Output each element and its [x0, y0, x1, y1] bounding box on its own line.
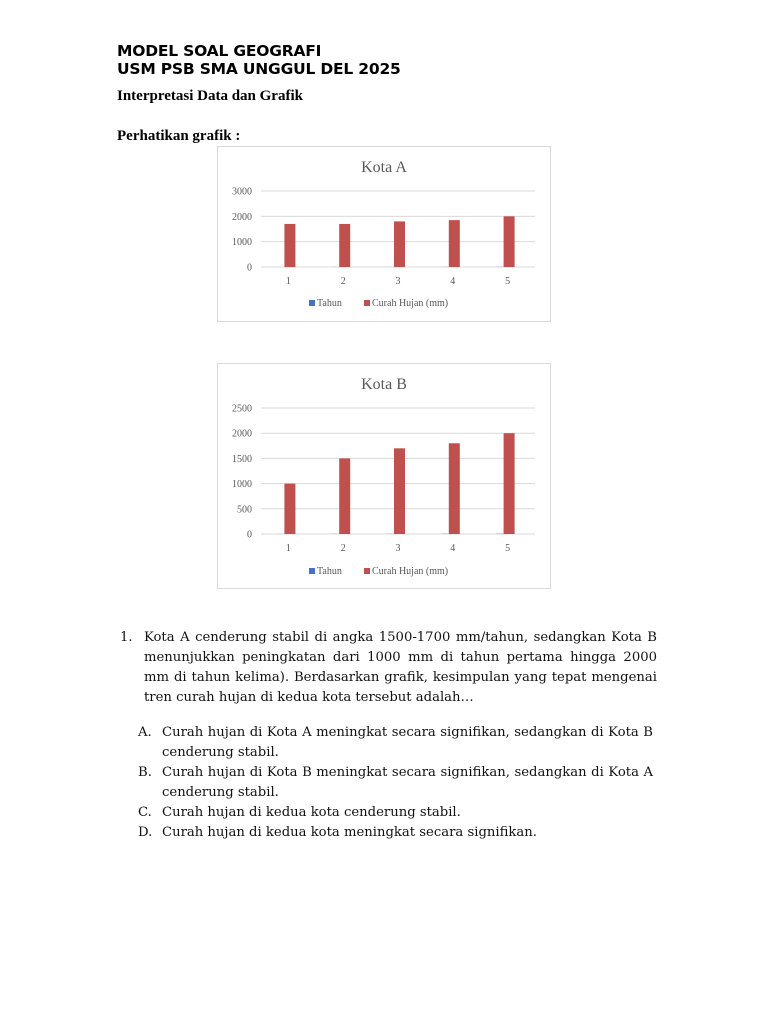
document-title-line2: USM PSB SMA UNGGUL DEL 2025: [117, 60, 401, 78]
option-a[interactable]: [138, 723, 653, 763]
chart-kota-b-svg: [218, 364, 550, 588]
chart-kota-a: [217, 146, 551, 322]
x-tick-label: 5: [505, 276, 511, 287]
instruction-text: Perhatikan grafik :: [117, 128, 241, 144]
bar-curah-hujan: [449, 443, 460, 534]
document-title-line1: MODEL SOAL GEOGRAFI: [117, 42, 322, 60]
option-letter: A.: [138, 725, 152, 740]
y-tick-label: 2000: [232, 428, 252, 440]
y-tick-label: 3000: [232, 186, 252, 198]
bar-curah-hujan: [339, 458, 350, 534]
option-text: Curah hujan di Kota A meningkat secara signifikan, sedangkan di Kota B cenderung stabil.: [162, 725, 653, 760]
question-number: 1.: [120, 630, 133, 645]
y-tick-label: 2000: [232, 211, 252, 223]
option-d[interactable]: [138, 823, 653, 843]
bar-curah-hujan: [284, 224, 295, 267]
option-letter: C.: [138, 805, 152, 820]
option-letter: D.: [138, 825, 153, 840]
y-tick-label: 500: [237, 504, 252, 516]
answer-options: [138, 723, 653, 843]
option-text: Curah hujan di kedua kota meningkat secara signifikan.: [162, 825, 537, 840]
option-letter: B.: [138, 765, 152, 780]
bar-curah-hujan: [284, 484, 295, 534]
x-tick-label: 2: [340, 276, 346, 287]
bar-curah-hujan: [504, 216, 515, 267]
x-tick-label: 1: [285, 276, 291, 287]
y-tick-label: 2500: [232, 403, 252, 415]
option-text: Curah hujan di kedua kota cenderung stabil.: [162, 805, 461, 820]
x-tick-label: 4: [450, 543, 456, 554]
x-tick-label: 2: [340, 543, 346, 554]
bar-curah-hujan: [339, 224, 350, 267]
bar-curah-hujan: [449, 220, 460, 267]
legend-label-tahun: Tahun: [317, 298, 342, 309]
legend-swatch-curah-hujan: [364, 300, 370, 306]
question-text: Kota A cenderung stabil di angka 1500-1700 mm/tahun, sedangkan Kota B menunjukkan peningkatan dari 1000 mm di tahun pertama hingga 2000 mm di tahun kelima). Berdasarkan grafik, kesimpulan yang tepat mengenai tren curah hujan di kedua kota tersebut adalah…: [144, 630, 657, 705]
y-tick-label: 1000: [232, 237, 252, 249]
topic-heading: Interpretasi Data dan Grafik: [117, 88, 303, 104]
y-tick-label: 0: [247, 262, 252, 274]
option-c[interactable]: [138, 803, 653, 823]
x-tick-label: 4: [450, 276, 456, 287]
legend-swatch-tahun: [309, 300, 315, 306]
bar-curah-hujan: [394, 221, 405, 267]
legend-label-curah-hujan: Curah Hujan (mm): [372, 566, 449, 577]
option-text: Curah hujan di Kota B meningkat secara signifikan, sedangkan di Kota A cenderung stabil.: [162, 765, 653, 800]
question-1: [117, 628, 657, 708]
legend-swatch-curah-hujan: [364, 568, 370, 574]
y-tick-label: 1500: [232, 453, 252, 465]
option-b[interactable]: [138, 763, 653, 803]
chart-kota-b: [217, 363, 551, 589]
chart-title: Kota B: [361, 376, 407, 393]
chart-kota-a-svg: [218, 147, 550, 321]
x-tick-label: 5: [505, 543, 511, 554]
chart-title: Kota A: [361, 159, 407, 176]
x-tick-label: 3: [395, 543, 401, 554]
legend-label-tahun: Tahun: [317, 566, 342, 577]
bar-curah-hujan: [394, 448, 405, 534]
x-tick-label: 3: [395, 276, 401, 287]
y-tick-label: 1000: [232, 479, 252, 491]
y-tick-label: 0: [247, 529, 252, 541]
legend-label-curah-hujan: Curah Hujan (mm): [372, 298, 449, 309]
x-tick-label: 1: [285, 543, 291, 554]
legend-swatch-tahun: [309, 568, 315, 574]
bar-curah-hujan: [504, 433, 515, 534]
